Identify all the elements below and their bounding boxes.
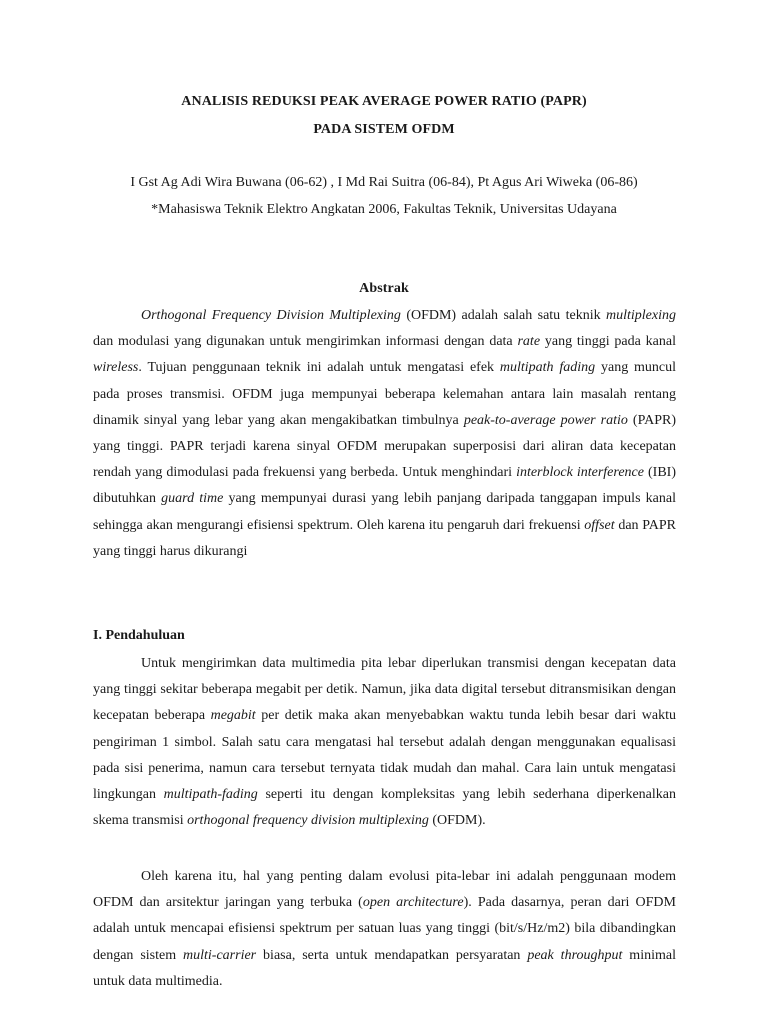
text-run: yang mempunyai durasi yang lebih panjang daripada tanggapan impuls kanal sehingga akan mengurangi efisiensi spektrum. Oleh karena itu pengaruh dari frekuensi [93, 491, 676, 533]
italic-term: orthogonal frequency division multiplexing [187, 813, 429, 829]
italic-term: megabit [210, 708, 256, 724]
text-run: (OFDM). [428, 813, 486, 829]
text-run: Untuk mengirimkan data multimedia pita lebar diperlukan transmisi dengan kecepatan data yang tinggi sekitar beberapa megabit per detik. Namun, jika data digital tersebut ditransmisikan dengan kecepatan beberapa [93, 656, 676, 724]
italic-term: rate [517, 334, 541, 350]
italic-term: offset [584, 517, 615, 533]
text-run: yang tinggi pada kanal [540, 334, 676, 350]
italic-term: interblock interference [516, 465, 644, 481]
italic-term: multiplexing [606, 308, 677, 323]
abstract-heading: Abstrak [359, 281, 409, 296]
text-run: Oleh karena itu, hal yang penting dalam evolusi pita-lebar ini adalah penggunaan modem OFDM dan arsitektur jaringan yang terbuka ( [93, 869, 676, 911]
italic-term: peak throughput [527, 947, 623, 963]
text-run: dan PAPR yang tinggi harus dikurangi [93, 517, 676, 559]
text-run: biasa, serta untuk mendapatkan persyaratan [256, 947, 528, 963]
text-run: minimal untuk data multimedia. [93, 947, 676, 989]
text-run: seperti itu dengan kompleksitas yang lebih sederhana diperkenalkan skema transmisi [93, 787, 676, 829]
italic-term: multi-carrier [183, 947, 257, 963]
text-run: dan modulasi yang digunakan untuk mengirimkan informasi dengan data [93, 334, 518, 350]
italic-term: multipath fading [499, 360, 596, 376]
italic-term: peak-to-average power ratio [463, 412, 628, 428]
paper-title-line-2: PADA SISTEM OFDM [313, 122, 455, 137]
author-affiliation: *Mahasiswa Teknik Elektro Angkatan 2006, Fakultas Teknik, Universitas Udayana [151, 202, 617, 217]
text-run: ). Pada dasarnya, peran dari OFDM adalah untuk mencapai efisiensi spektrum per satuan luas yang tinggi (bit/s/Hz/m2) bila dibandingkan dengan sistem [93, 895, 676, 963]
introduction-paragraph-2 [93, 864, 676, 995]
text-run: (PAPR) yang tinggi. PAPR terjadi karena sinyal OFDM merupakan superposisi dari aliran data kecepatan rendah yang dimodulasi pada frekuensi yang berbeda. Untuk menghindari [93, 412, 676, 481]
italic-term: wireless [93, 360, 139, 376]
paper-title-line-1: ANALISIS REDUKSI PEAK AVERAGE POWER RATIO (PAPR) [181, 94, 587, 109]
text-run: . Tujuan penggunaan teknik ini adalah untuk mengatasi efek [138, 360, 500, 376]
author-list: I Gst Ag Adi Wira Buwana (06-62) , I Md Rai Suitra (06-84), Pt Agus Ari Wiweka (06-86) [130, 175, 638, 190]
text-run: (IBI) dibutuhkan [93, 465, 676, 507]
italic-term: open architecture [362, 895, 464, 911]
section-heading-introduction: I. Pendahuluan [93, 628, 185, 643]
text-run: yang muncul pada proses transmisi. OFDM juga mempunyai beberapa kelemahan antara lain masalah rentang dinamik sinyal yang lebar yang akan mengakibatkan timbulnya [93, 360, 677, 428]
italic-term: Orthogonal Frequency Division Multiplexing [141, 308, 401, 323]
text-run: (OFDM) adalah salah satu teknik [400, 308, 607, 323]
text-run: per detik maka akan menyebabkan waktu tunda lebih besar dari waktu pengiriman 1 simbol. Salah satu cara mengatasi hal tersebut adalah dengan menggunakan equalisasi pada sisi penerima, namun cara tersebut ternyata tidak mudah dan mahal. Cara lain untuk mengatasi lingkungan [93, 708, 676, 803]
italic-term: guard time [161, 491, 224, 507]
introduction-paragraph-1 [93, 651, 676, 834]
abstract-paragraph [93, 303, 676, 565]
italic-term: multipath-fading [163, 787, 258, 803]
